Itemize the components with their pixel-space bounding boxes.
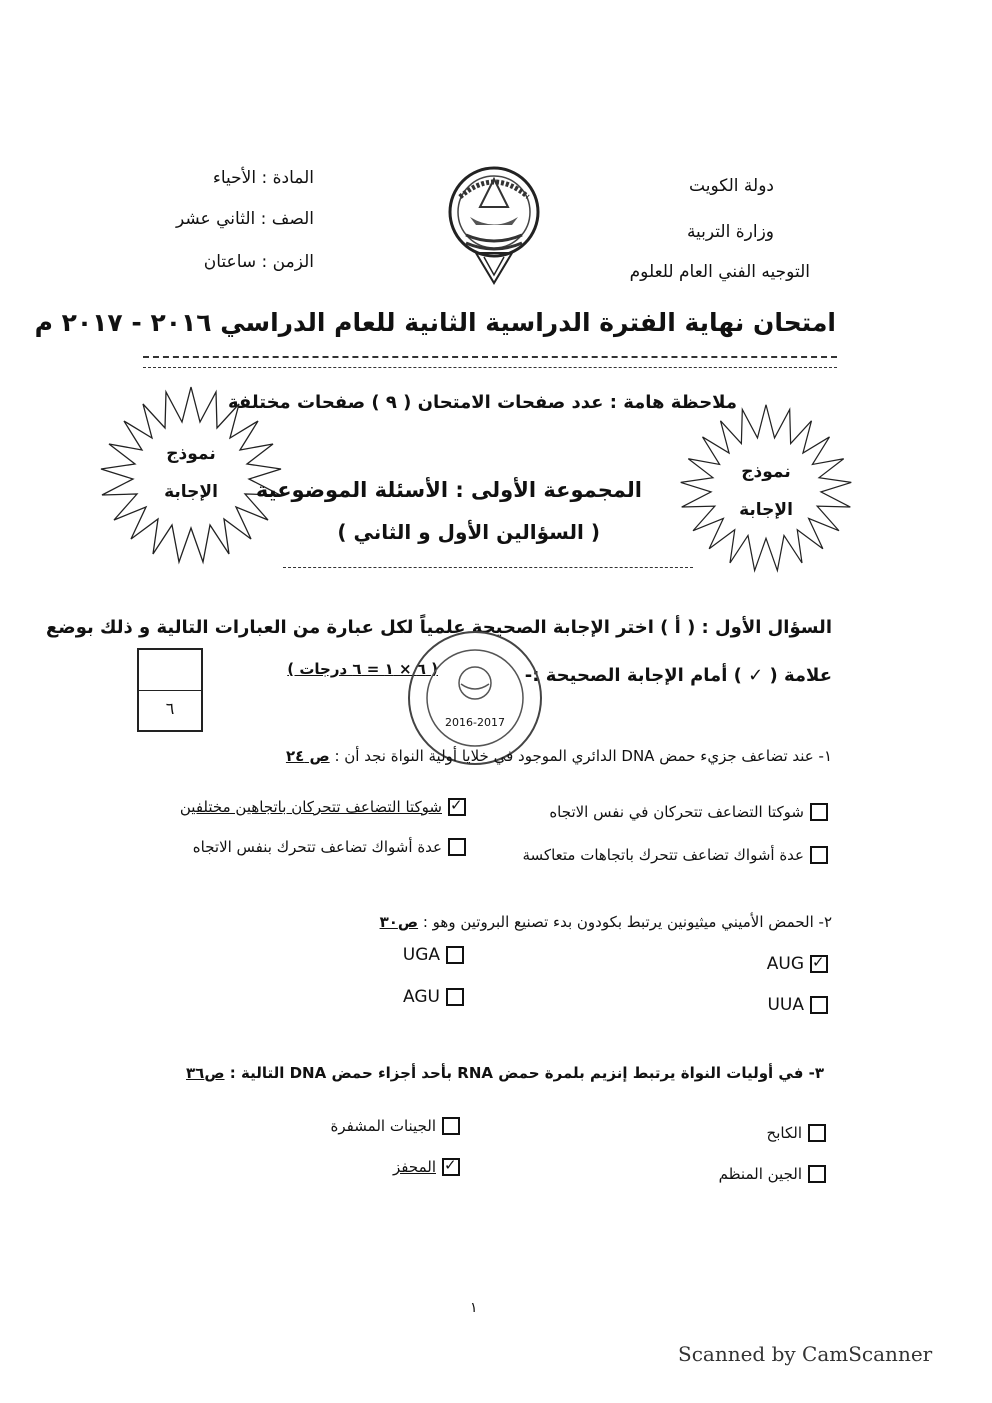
- badge-left-line2: الإجابة: [164, 482, 218, 502]
- item3-option-a[interactable]: [767, 1124, 826, 1142]
- option-label: AGU: [403, 987, 440, 1007]
- option-label: شوكتا التضاعف تتحركان باتجاهين مختلفين: [179, 798, 442, 816]
- checkbox-checked[interactable]: [448, 798, 466, 816]
- option-label: عدة أشواك تضاعف تتحرك باتجاهات متعاكسة: [522, 846, 804, 864]
- item2-option-b[interactable]: [403, 945, 464, 965]
- question1-instruction: علامة ( ✓ ) أمام الإجابة الصحيحة :-: [524, 665, 832, 686]
- dashed-separator: [143, 356, 837, 358]
- header-ministry: وزارة التربية: [686, 222, 774, 242]
- option-label: UUA: [767, 995, 804, 1015]
- option-label: الجين المنظم: [718, 1165, 802, 1183]
- header-country: دولة الكويت: [689, 176, 774, 196]
- question1-marks: ( ٦ × ١ = ٦ درجات ): [287, 660, 438, 678]
- option-label: UGA: [402, 945, 440, 965]
- item1-option-d[interactable]: [193, 838, 466, 856]
- item3-question: [186, 1064, 824, 1082]
- option-label: عدة أشواك تضاعف تتحرك بنفس الاتجاه: [192, 838, 442, 856]
- checkbox[interactable]: [808, 1124, 826, 1142]
- group-title: المجموعة الأولى : الأسئلة الموضوعية: [255, 478, 642, 502]
- item2-text: ٢- الحمض الأميني ميثيونين يرتبط بكودون بدء تصنيع البروتين وهو :: [422, 913, 832, 931]
- item1-option-c[interactable]: [523, 846, 829, 864]
- header-subject: المادة : الأحياء: [212, 168, 314, 188]
- checkbox[interactable]: [446, 946, 464, 964]
- checkbox[interactable]: [810, 996, 828, 1014]
- checkbox[interactable]: [446, 988, 464, 1006]
- checkbox[interactable]: [442, 1117, 460, 1135]
- item2-option-c[interactable]: [767, 995, 828, 1015]
- model-answer-badge-left: [96, 382, 286, 572]
- item2-page-ref: ص٣٠: [379, 913, 419, 931]
- item1-page-ref: ص ٢٤: [285, 747, 330, 765]
- score-box: [137, 648, 203, 732]
- item1-option-b[interactable]: [180, 798, 466, 816]
- header-department: التوجيه الفني العام للعلوم: [629, 262, 810, 282]
- item3-page-ref: ص٣٦: [186, 1064, 225, 1082]
- model-answer-badge-right: [676, 400, 856, 580]
- item2-option-d[interactable]: [403, 987, 464, 1007]
- dashed-separator: [283, 567, 693, 568]
- exam-title: امتحان نهاية الفترة الدراسية الثانية للعام الدراسي ٢٠١٦ - ٢٠١٧ م: [34, 308, 836, 337]
- badge-right-line1: نموذج: [741, 462, 791, 482]
- group-subtitle: ( السؤالين الأول و الثاني ): [337, 520, 600, 544]
- dashed-separator: [143, 367, 837, 368]
- header-grade: الصف : الثاني عشر: [176, 209, 314, 229]
- item1-option-a[interactable]: [549, 803, 828, 821]
- option-label: الكابح: [766, 1124, 802, 1142]
- checkbox-checked[interactable]: [810, 955, 828, 973]
- item3-option-c[interactable]: [719, 1165, 826, 1183]
- score-value: ٦: [165, 699, 175, 718]
- header-duration: الزمن : ساعتان: [203, 252, 314, 272]
- kuwait-emblem-logo: [446, 157, 542, 287]
- checkbox-checked[interactable]: [442, 1158, 460, 1176]
- item3-option-b[interactable]: [331, 1117, 460, 1135]
- option-label: AUG: [766, 954, 804, 974]
- important-note: ملاحظة هامة : عدد صفحات الامتحان ( ٩ ) صفحات مختلفة: [228, 392, 737, 413]
- badge-left-line1: نموذج: [166, 444, 216, 464]
- item3-option-d[interactable]: [393, 1158, 460, 1176]
- score-blank-cell: [139, 650, 201, 691]
- item2-option-a[interactable]: [767, 954, 828, 974]
- option-label: شوكتا التضاعف تتحركان في نفس الاتجاه: [549, 803, 804, 821]
- option-label: المحفز: [393, 1158, 436, 1176]
- checkbox[interactable]: [448, 838, 466, 856]
- page-number: ١: [470, 1300, 478, 1316]
- item1-text: ١- عند تضاعف جزيء حمض DNA الدائري الموجود في خلايا أولية النواة نجد أن :: [334, 747, 832, 765]
- question1-heading: السؤال الأول : ( أ ) اختر الإجابة الصحيحة علمياً لكل عبارة من العبارات التالية و ذلك بوضع: [46, 617, 832, 638]
- checkbox[interactable]: [810, 803, 828, 821]
- checkbox[interactable]: [810, 846, 828, 864]
- item3-text: ٣- في أوليات النواة يرتبط إنزيم بلمرة حمض RNA بأحد أجزاء حمض DNA التالية :: [229, 1064, 824, 1082]
- badge-right-line2: الإجابة: [739, 500, 793, 520]
- item1-question: [286, 747, 832, 765]
- scanner-footer: Scanned by CamScanner: [678, 1342, 933, 1366]
- checkbox[interactable]: [808, 1165, 826, 1183]
- item2-question: [380, 913, 832, 931]
- option-label: الجينات المشفرة: [330, 1117, 436, 1135]
- stamp-year: 2016-2017: [445, 716, 505, 729]
